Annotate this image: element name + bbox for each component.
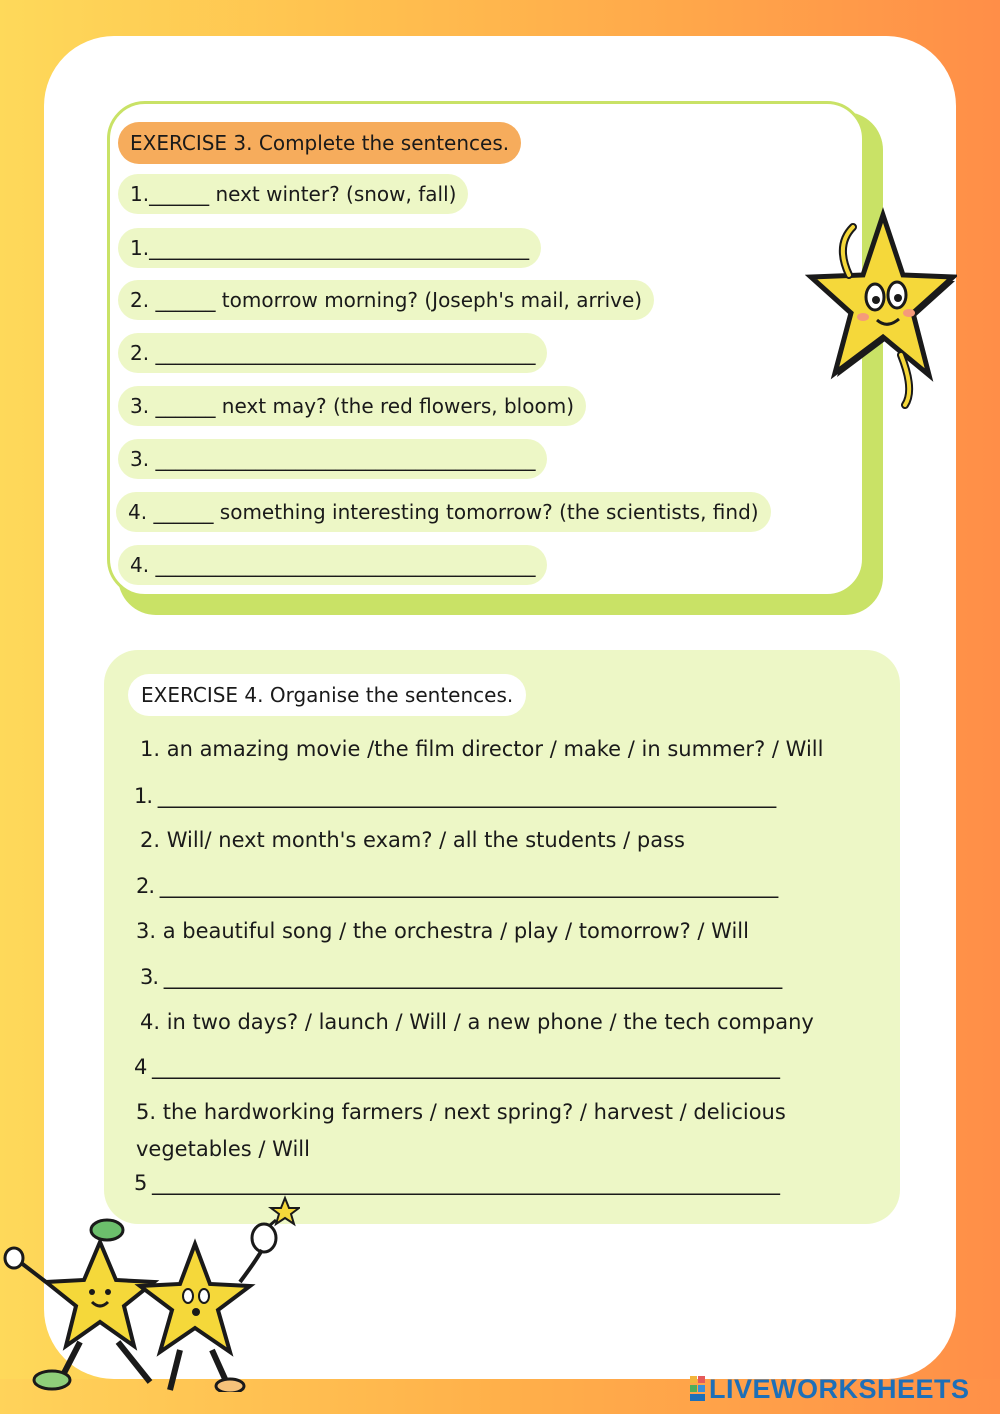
exercise3-item: 1.______ next winter? (snow, fall) — [118, 174, 468, 214]
exercise4-prompt: 2. Will/ next month's exam? / all the students / pass — [140, 828, 685, 852]
exercise3-item: 4. ______ something interesting tomorrow? (the scientists, find) — [116, 492, 771, 532]
exercise3-heading: EXERCISE 3. Complete the sentences. — [118, 122, 521, 164]
exercise3-answer-line[interactable]: 4. ______________________________________ — [118, 545, 547, 585]
exercise4-answer-line[interactable]: 4 __________________________________________________________________ — [134, 1055, 780, 1079]
exercise4-prompt: 4. in two days? / launch / Will / a new phone / the tech company — [140, 1010, 814, 1034]
exercise4-prompt: 3. a beautiful song / the orchestra / play / tomorrow? / Will — [136, 919, 749, 943]
exercise4-answer-line[interactable]: 2. _________________________________________________________________ — [136, 874, 778, 898]
exercise3-item: 3. ______ next may? (the red flowers, bloom) — [118, 386, 586, 426]
exercise4-heading: EXERCISE 4. Organise the sentences. — [128, 674, 526, 716]
exercise4-prompt: 1. an amazing movie /the film director / make / in summer? / Will — [140, 737, 824, 761]
exercise3-answer-line[interactable]: 1.______________________________________ — [118, 228, 541, 268]
exercise3-answer-line[interactable]: 2. ______________________________________ — [118, 333, 547, 373]
exercise4-answer-line[interactable]: 3. _________________________________________________________________ — [140, 965, 782, 989]
logo-text: LIVEWORKSHEETS — [709, 1374, 970, 1404]
logo-mark-icon — [690, 1376, 706, 1402]
exercise3-answer-line[interactable]: 3. ______________________________________ — [118, 439, 547, 479]
exercise4-answer-line[interactable]: 5 __________________________________________________________________ — [134, 1171, 780, 1195]
exercise4-prompt: 5. the hardworking farmers / next spring? / harvest / delicious vegetables / Will — [136, 1100, 786, 1161]
exercise4-answer-line[interactable]: 1. _________________________________________________________________ — [134, 784, 776, 808]
star-duo-illustration — [0, 1192, 300, 1392]
exercise3-item: 2. ______ tomorrow morning? (Joseph's mail, arrive) — [118, 280, 654, 320]
star-mascot-illustration — [805, 205, 957, 415]
liveworksheets-logo[interactable] — [690, 1372, 970, 1406]
